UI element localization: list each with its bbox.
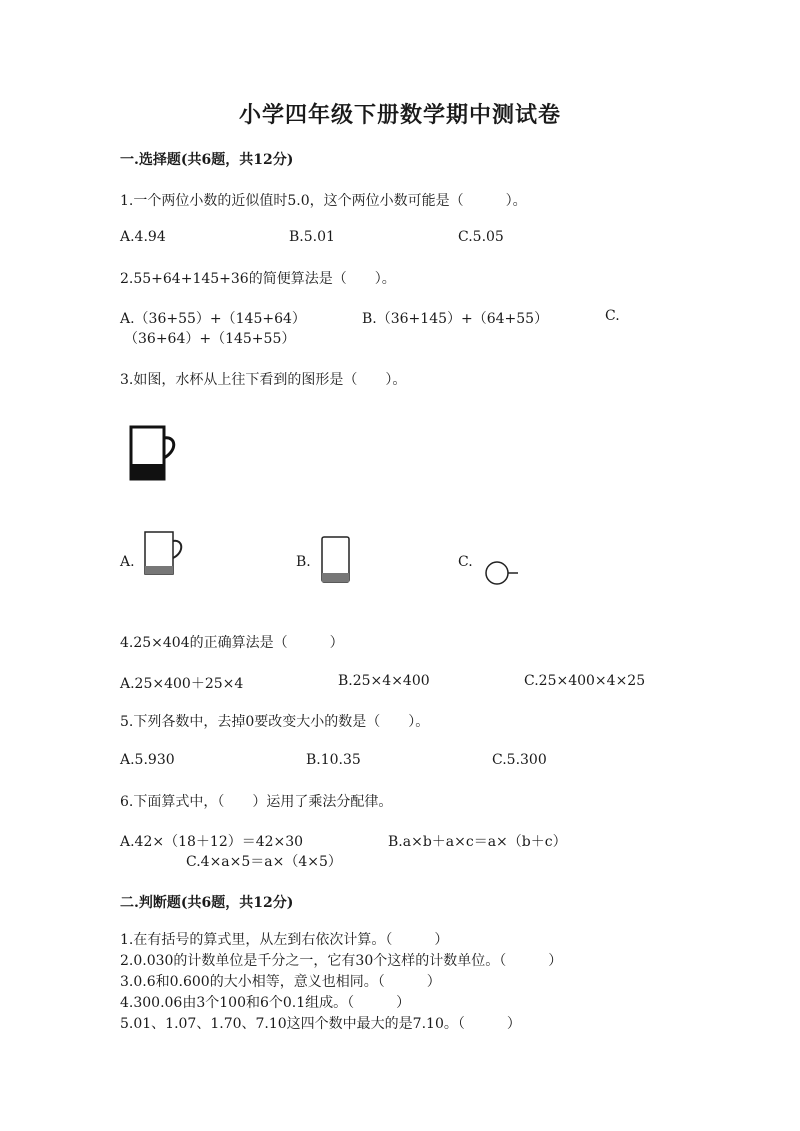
judgement-item-3: 3.0.6和0.600的大小相等，意义也相同。（ ） [120,974,441,990]
question-6: 6.下面算式中，（ ）运用了乘法分配律。 [120,794,393,810]
question-2: 2.55+64+145+36的简便算法是（ ）。 [120,271,396,287]
q3-option-c-label: C. [458,554,473,570]
question-5: 5.下列各数中，去掉0要改变大小的数是（ ）。 [120,714,430,730]
q5-option-c: C.5.300 [492,752,547,768]
judgement-item-2: 2.0.030的计数单位是千分之一，它有30个这样的计数单位。（ ） [120,953,563,969]
q1-option-a: A.4.94 [120,229,166,245]
q6-option-b: B.a×b＋a×c＝a×（b＋c） [388,834,567,850]
q4-option-a: A.25×400＋25×4 [120,676,244,692]
q2-option-b: B.（36+145）+（64+55） [362,311,549,327]
section-heading-judgement: 二.判断题(共6题，共12分) [120,895,294,911]
q4-option-b: B.25×4×400 [338,673,430,689]
q2-option-c-label: C. [605,308,620,324]
q3-option-c-circle-icon [484,560,524,586]
q1-option-c: C.5.05 [458,229,504,245]
question-1: 1.一个两位小数的近似值时5.0，这个两位小数可能是（ ）。 [120,193,527,209]
q1-option-b: B.5.01 [289,229,335,245]
q3-option-b-label: B. [296,554,311,570]
q3-option-a-mug-icon [143,530,187,578]
judgement-item-5: 5.01、1.07、1.70、7.10这四个数中最大的是7.10。（ ） [120,1016,521,1032]
question-3: 3.如图，水杯从上往下看到的图形是（ ）。 [120,372,407,388]
q6-option-a: A.42×（18＋12）＝42×30 [120,834,304,850]
judgement-item-4: 4.300.06由3个100和6个0.1组成。（ ） [120,995,411,1011]
mug-figure [128,424,184,482]
q2-option-a: A.（36+55）+（145+64） [120,311,306,327]
section-heading-choice: 一.选择题(共6题，共12分) [120,152,294,168]
q4-option-c: C.25×400×4×25 [524,673,646,689]
q6-option-c: C.4×a×5＝a×（4×5） [186,854,342,870]
judgement-item-1: 1.在有括号的算式里，从左到右依次计算。（ ） [120,932,449,948]
q5-option-b: B.10.35 [306,752,361,768]
page-title: 小学四年级下册数学期中测试卷 [238,102,561,128]
q3-option-a-label: A. [120,554,135,570]
question-4: 4.25×404的正确算法是（ ） [120,635,344,651]
q2-option-c: （36+64）+（145+55） [124,331,296,347]
q3-option-b-cylinder-icon [320,535,352,585]
q5-option-a: A.5.930 [120,752,175,768]
